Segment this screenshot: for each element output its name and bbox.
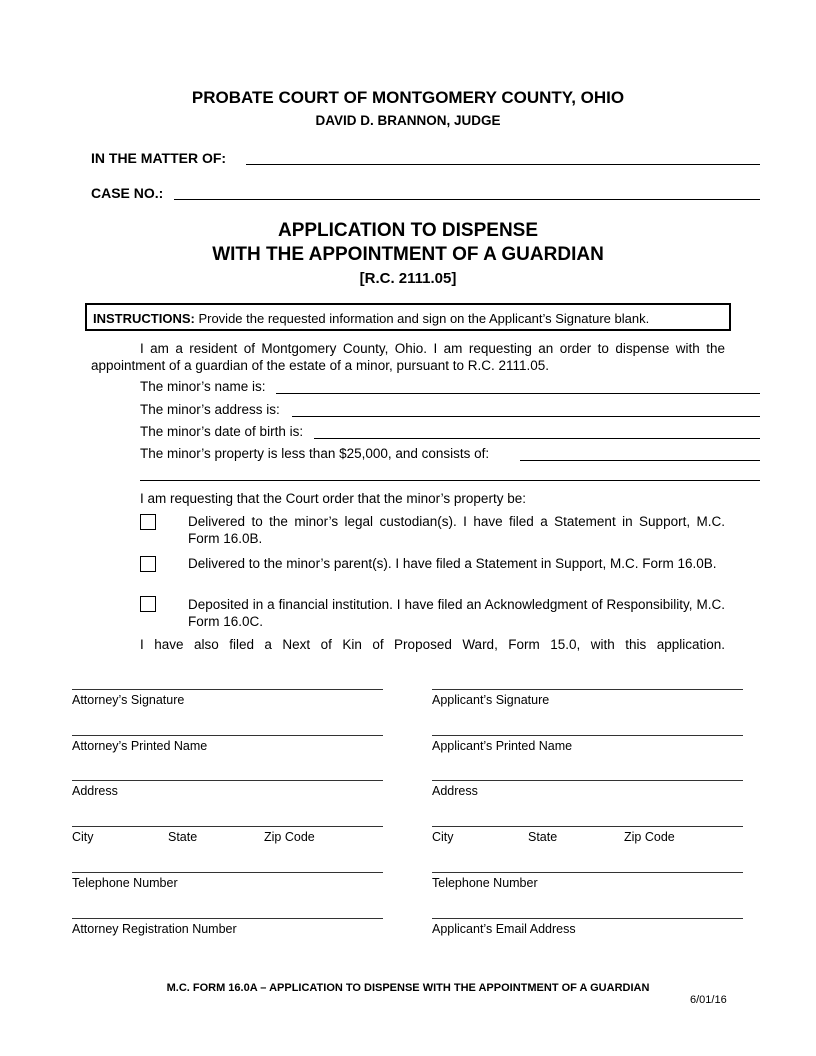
minor-property-field[interactable] bbox=[520, 446, 760, 461]
intro-paragraph bbox=[91, 340, 725, 374]
applicant-telephone-line[interactable] bbox=[432, 872, 743, 873]
case-label: CASE NO.: bbox=[91, 185, 164, 201]
applicant-email-line[interactable] bbox=[432, 918, 743, 919]
attorney-state-label: State bbox=[168, 830, 198, 844]
case-number-field[interactable] bbox=[174, 185, 760, 200]
applicant-address-line[interactable] bbox=[432, 780, 743, 781]
attorney-telephone-line[interactable] bbox=[72, 872, 383, 873]
option-custodian-text: Delivered to the minor’s legal custodian(s). I have filed a Statement in Support, M.C. Form 16.0B. bbox=[188, 514, 725, 546]
request-text: I am requesting that the Court order that the minor’s property be: bbox=[140, 491, 526, 506]
applicant-zip-label: Zip Code bbox=[624, 830, 675, 844]
instructions-label: INSTRUCTIONS: bbox=[93, 311, 195, 326]
attorney-printed-name-line[interactable] bbox=[72, 735, 383, 736]
applicant-signature-line[interactable] bbox=[432, 689, 743, 690]
attorney-city-state-zip-line[interactable] bbox=[72, 826, 383, 827]
minor-name-label: The minor’s name is: bbox=[140, 379, 266, 394]
court-name: PROBATE COURT OF MONTGOMERY COUNTY, OHIO bbox=[191, 88, 625, 107]
applicant-address-label: Address bbox=[432, 784, 478, 798]
applicant-printed-name-label: Applicant’s Printed Name bbox=[432, 739, 573, 753]
attorney-address-label: Address bbox=[72, 784, 118, 798]
attorney-signature-label: Attorney’s Signature bbox=[72, 693, 185, 707]
option-parent-text: Delivered to the minor’s parent(s). I have filed a Statement in Support, M.C. Form 16.0B. bbox=[188, 556, 717, 571]
applicant-email-label: Applicant’s Email Address bbox=[432, 922, 576, 936]
applicant-city-label: City bbox=[432, 830, 454, 844]
attorney-address-line[interactable] bbox=[72, 780, 383, 781]
matter-value bbox=[246, 151, 250, 166]
minor-dob-field[interactable] bbox=[314, 424, 760, 439]
attorney-signature-line[interactable] bbox=[72, 689, 383, 690]
matter-field[interactable] bbox=[246, 150, 760, 165]
attorney-zip-label: Zip Code bbox=[264, 830, 315, 844]
applicant-printed-name-line[interactable] bbox=[432, 735, 743, 736]
matter-label: IN THE MATTER OF: bbox=[91, 150, 227, 166]
minor-name-field[interactable] bbox=[276, 379, 760, 394]
form-title-line1: APPLICATION TO DISPENSE bbox=[277, 220, 539, 241]
next-of-kin-statement: I have also filed a Next of Kin of Proposed Ward, Form 15.0, with this application. bbox=[140, 637, 725, 652]
attorney-telephone-label: Telephone Number bbox=[72, 876, 178, 890]
minor-property-value bbox=[520, 447, 524, 462]
minor-dob-label: The minor’s date of birth is: bbox=[140, 424, 304, 439]
attorney-city-label: City bbox=[72, 830, 94, 844]
case-value bbox=[174, 186, 178, 201]
option-custodian-checkbox[interactable] bbox=[140, 514, 156, 530]
minor-address-label: The minor’s address is: bbox=[140, 402, 280, 417]
form-title-line2: WITH THE APPOINTMENT OF A GUARDIAN bbox=[212, 244, 604, 265]
attorney-registration-label: Attorney Registration Number bbox=[72, 922, 237, 936]
option-financial-institution-text: Deposited in a financial institution. I have filed an Acknowledgment of Responsibility, M.C. Form 16.0C. bbox=[188, 597, 725, 629]
minor-address-value bbox=[292, 403, 296, 418]
option-parent-checkbox[interactable] bbox=[140, 556, 156, 572]
applicant-telephone-label: Telephone Number bbox=[432, 876, 538, 890]
applicant-signature-label: Applicant’s Signature bbox=[432, 693, 550, 707]
minor-name-value bbox=[276, 380, 280, 395]
instructions-text: Provide the requested information and sign on the Applicant’s Signature blank. bbox=[194, 311, 650, 326]
attorney-registration-line[interactable] bbox=[72, 918, 383, 919]
minor-property-field-line2[interactable] bbox=[140, 466, 760, 481]
option-financial-institution-checkbox[interactable] bbox=[140, 596, 156, 612]
minor-dob-value bbox=[314, 425, 318, 440]
applicant-city-state-zip-line[interactable] bbox=[432, 826, 743, 827]
applicant-state-label: State bbox=[528, 830, 558, 844]
intro-text: I am a resident of Montgomery County, Ohio. I am requesting an order to dispense with the appointment of a guardian of the estate of a minor, pursuant to R.C. 2111.05. bbox=[91, 341, 725, 373]
statute-reference: [R.C. 2111.05] bbox=[359, 270, 457, 287]
judge-name: DAVID D. BRANNON, JUDGE bbox=[315, 113, 501, 128]
minor-address-field[interactable] bbox=[292, 402, 760, 417]
minor-property-label: The minor’s property is less than $25,000, and consists of: bbox=[140, 446, 490, 461]
attorney-printed-name-label: Attorney’s Printed Name bbox=[72, 739, 208, 753]
footer-form-title: M.C. FORM 16.0A – APPLICATION TO DISPENSE WITH THE APPOINTMENT OF A GUARDIAN bbox=[166, 982, 650, 994]
footer-revision-date: 6/01/16 bbox=[690, 994, 727, 1006]
instructions-box bbox=[85, 303, 731, 331]
